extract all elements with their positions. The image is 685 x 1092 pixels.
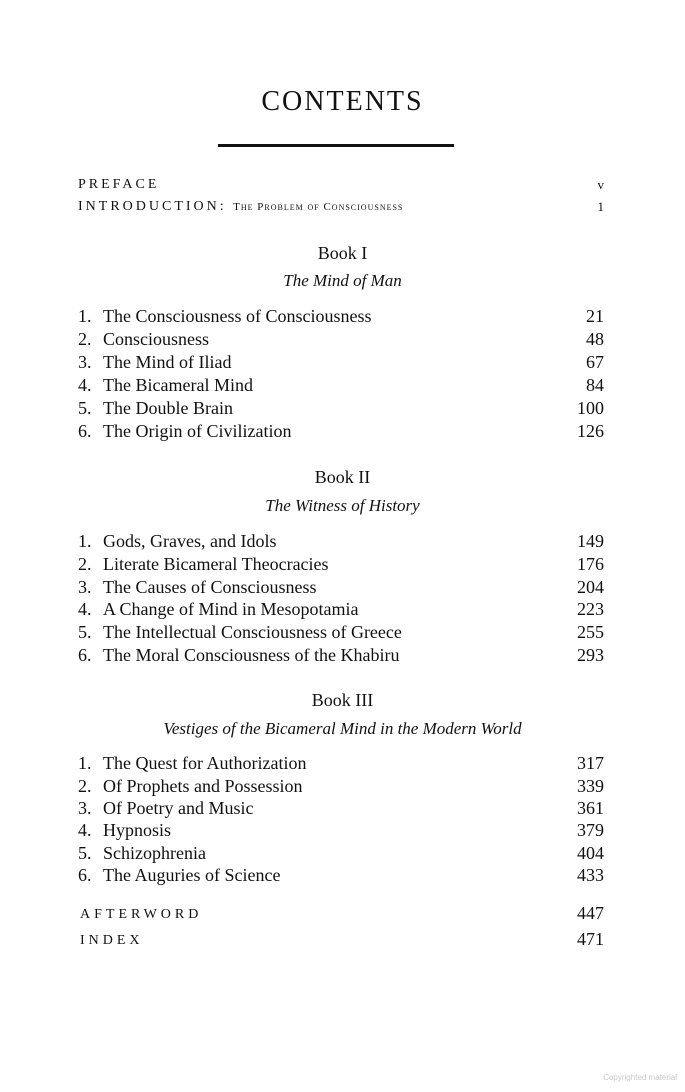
book-subtitle: The Mind of Man [283, 271, 402, 290]
entry-label: PREFACE [78, 177, 160, 192]
entry-label: AFTERWORD [80, 907, 203, 922]
chapter-number: 6. [78, 645, 92, 665]
chapter-title: Schizophrenia [103, 843, 206, 863]
chapter-title: A Change of Mind in Mesopotamia [103, 599, 359, 619]
chapter-title: Gods, Graves, and Idols [103, 531, 277, 551]
entry-label: INTRODUCTION: [78, 199, 227, 214]
entry-subtitle: The Problem of Consciousness [233, 201, 404, 213]
chapter-number: 4. [78, 820, 92, 840]
chapter-page: 317 [577, 753, 604, 773]
chapter-number: 2. [78, 776, 92, 796]
chapter-page: 126 [577, 421, 604, 441]
chapter-number: 4. [78, 599, 92, 619]
chapter-title: The Bicameral Mind [103, 375, 253, 395]
chapter-page: 48 [586, 329, 604, 349]
chapter-page: 433 [577, 865, 604, 885]
chapter-title: Hypnosis [103, 820, 172, 840]
chapter-number: 6. [78, 865, 92, 885]
chapter-entry [78, 865, 604, 887]
chapter-entry [78, 753, 604, 775]
chapter-entry [78, 554, 604, 576]
chapter-page: 339 [577, 776, 604, 796]
chapter-title: Literate Bicameral Theocracies [103, 554, 329, 574]
toc-entry-preface [78, 177, 604, 193]
chapter-entry [78, 306, 604, 328]
chapter-entry [78, 577, 604, 599]
chapter-number: 3. [78, 798, 92, 818]
chapter-page: 361 [577, 798, 604, 818]
entry-page: 1 [597, 199, 604, 214]
chapter-number: 2. [78, 329, 92, 349]
book-subtitle: The Witness of History [265, 496, 420, 515]
chapter-entry [78, 820, 604, 842]
chapter-number: 2. [78, 554, 92, 574]
chapter-entry [78, 329, 604, 351]
chapter-page: 100 [577, 398, 604, 418]
chapter-page: 176 [577, 554, 604, 574]
chapter-page: 21 [586, 306, 604, 326]
chapter-title: The Moral Consciousness of the Khabiru [103, 645, 400, 665]
title-rule [218, 144, 454, 147]
chapter-page: 404 [577, 843, 604, 863]
chapter-title: Of Prophets and Possession [103, 776, 303, 796]
chapter-page: 84 [586, 375, 604, 395]
entry-label: INDEX [80, 933, 144, 948]
book-title: Book II [314, 467, 371, 487]
chapter-title: The Auguries of Science [103, 865, 281, 885]
chapter-number: 1. [78, 306, 92, 326]
chapter-entry [78, 843, 604, 865]
chapter-title: Of Poetry and Music [103, 798, 254, 818]
chapter-entry [78, 375, 604, 397]
entry-page: v [597, 177, 604, 192]
chapter-entry [78, 622, 604, 644]
chapter-page: 223 [577, 599, 604, 619]
chapter-title: The Quest for Authorization [103, 753, 307, 773]
chapter-title: The Consciousness of Consciousness [103, 306, 372, 326]
toc-entry-index [80, 929, 604, 949]
entry-page: 447 [577, 903, 604, 923]
chapter-entry [78, 776, 604, 798]
chapter-page: 379 [577, 820, 604, 840]
chapter-entry [78, 599, 604, 621]
chapter-title: The Double Brain [103, 398, 233, 418]
chapter-entry [78, 798, 604, 820]
chapter-page: 149 [577, 531, 604, 551]
chapter-number: 5. [78, 843, 92, 863]
chapter-number: 6. [78, 421, 92, 441]
chapter-entry [78, 645, 604, 667]
page-title: CONTENTS [261, 86, 424, 117]
chapter-page: 293 [577, 645, 604, 665]
chapter-title: The Mind of Iliad [103, 352, 232, 372]
toc-entry-afterword [80, 903, 604, 923]
book-title: Book I [317, 243, 368, 263]
chapter-number: 1. [78, 753, 92, 773]
chapter-entry [78, 421, 604, 443]
chapter-number: 3. [78, 352, 92, 372]
chapter-entry [78, 531, 604, 553]
chapter-page: 255 [577, 622, 604, 642]
chapter-number: 3. [78, 577, 92, 597]
chapter-title: Consciousness [103, 329, 210, 349]
chapter-number: 4. [78, 375, 92, 395]
chapter-title: The Intellectual Consciousness of Greece [103, 622, 402, 642]
chapter-number: 5. [78, 622, 92, 642]
chapter-page: 204 [577, 577, 604, 597]
book-subtitle: Vestiges of the Bicameral Mind in the Modern World [163, 719, 522, 738]
book-title: Book III [311, 690, 374, 710]
chapter-number: 5. [78, 398, 92, 418]
chapter-entry [78, 352, 604, 374]
toc-entry-introduction [78, 199, 604, 215]
chapter-number: 1. [78, 531, 92, 551]
copyright-watermark: Copyrighted material [603, 1073, 677, 1082]
entry-page: 471 [577, 929, 604, 949]
chapter-title: The Origin of Civilization [103, 421, 292, 441]
chapter-page: 67 [586, 352, 604, 372]
chapter-entry [78, 398, 604, 420]
chapter-title: The Causes of Consciousness [103, 577, 317, 597]
